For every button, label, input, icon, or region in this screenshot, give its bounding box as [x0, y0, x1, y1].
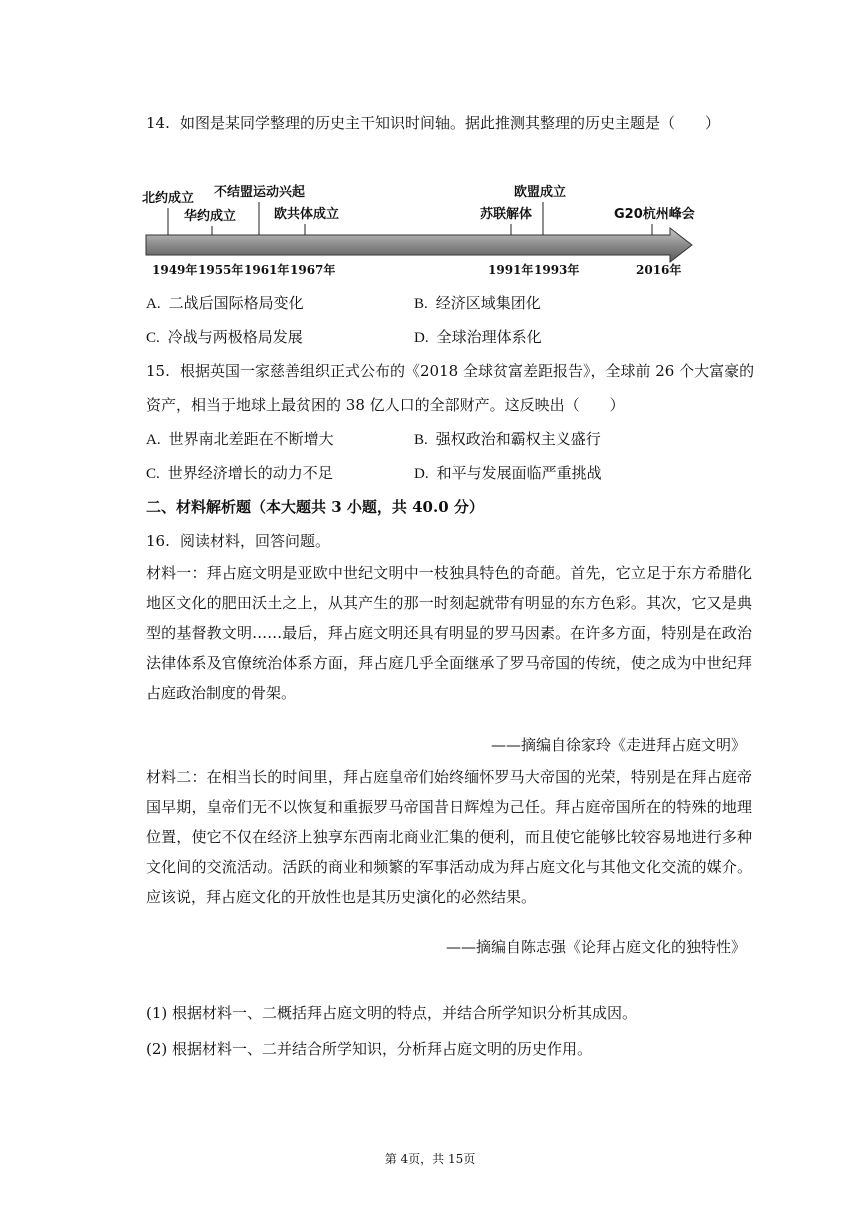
- q14-stem: [146, 112, 720, 133]
- timeline-event-label: 不结盟运动兴起: [214, 185, 306, 200]
- q14-stem-text: 如图是某同学整理的历史主干知识时间轴。据此推测其整理的历史主题是（ ）: [180, 114, 721, 132]
- page-footer: 第 4页，共 15页: [384, 1152, 476, 1166]
- q16-number: 16.: [146, 532, 170, 550]
- timeline-event-label: 华约成立: [184, 209, 237, 224]
- q16-stem: 16. 阅读材料，回答问题。: [146, 532, 331, 550]
- timeline-year-label: 1955年: [198, 263, 244, 277]
- q16-subquestion-2: (2) 根据材料一、二并结合所学知识，分析拜占庭文明的历史作用。: [146, 1040, 593, 1058]
- q16-material1: 材料一：拜占庭文明是亚欧中世纪文明中一枝独具特色的奇葩。首先，它立足于东方希腊化地区文化的肥田沃土之上，从其产生的那一时刻起就带有明显的东方色彩。其次，它又是典型的基督教文明……最后，拜占庭文明还具有明显的罗马因素。在许多方面，特别是在政治法律体系及官僚统治体系方面，拜占庭几乎全面继承了罗马帝国的传统，使之成为中世纪拜占庭政治制度的骨架。: [146, 564, 752, 702]
- q15-option-a[interactable]: A. 世界南北差距在不断增大: [146, 430, 334, 448]
- q14-option-c[interactable]: C. 冷战与两极格局发展: [146, 328, 303, 346]
- q15-stem-line2: 资产，相当于地球上最贫困的 38 亿人口的全部财产。这反映出（ ）: [146, 396, 625, 414]
- timeline-arrow: [146, 228, 692, 262]
- section2-heading: 二、材料解析题（本大题共 3 小题，共 40.0 分）: [146, 498, 484, 516]
- timeline-year-label: 1949年: [152, 263, 198, 277]
- timeline-event-label: 苏联解体: [480, 207, 533, 222]
- timeline-figure: [140, 178, 700, 278]
- timeline-event-label: 欧盟成立: [514, 185, 567, 200]
- timeline-year-label: 1991年: [488, 263, 534, 277]
- q14-option-a[interactable]: A. 二战后国际格局变化: [146, 294, 304, 312]
- timeline-year-label: 1961年: [244, 263, 290, 277]
- q15-number: 15.: [146, 362, 170, 380]
- timeline-year-label: 1967年: [290, 263, 336, 277]
- q15-option-c[interactable]: C. 世界经济增长的动力不足: [146, 464, 333, 482]
- q15-option-d[interactable]: D. 和平与发展面临严重挑战: [414, 464, 602, 482]
- timeline-event-label: 欧共体成立: [274, 207, 340, 222]
- q14-option-b[interactable]: B. 经济区域集团化: [414, 294, 541, 312]
- timeline-year-label: 1993年: [534, 263, 580, 277]
- timeline-event-label: 北约成立: [142, 191, 195, 206]
- q16-source2: ——摘编自陈志强《论拜占庭文化的独特性》: [445, 938, 746, 956]
- q16-source1: ——摘编自徐家玲《走进拜占庭文明》: [490, 736, 746, 754]
- timeline-event-label: G20杭州峰会: [614, 207, 695, 222]
- q15-option-b[interactable]: B. 强权政治和霸权主义盛行: [414, 430, 601, 448]
- q16-subquestion-1: (1) 根据材料一、二概括拜占庭文明的特点，并结合所学知识分析其成因。: [146, 1004, 638, 1022]
- timeline-year-label: 2016年: [636, 263, 682, 277]
- q16-material2: 材料二：在相当长的时间里，拜占庭皇帝们始终缅怀罗马大帝国的光荣，特别是在拜占庭帝国早期，皇帝们无不以恢复和重振罗马帝国昔日辉煌为己任。拜占庭帝国所在的特殊的地理位置，使它不仅在经济上独享东西南北商业汇集的便利，而且使它能够比较容易地进行多种文化间的交流活动。活跃的商业和频繁的军事活动成为拜占庭文化与其他文化交流的媒介。应该说，拜占庭文化的开放性也是其历史演化的必然结果。: [146, 768, 752, 906]
- q14-number: 14.: [146, 114, 170, 132]
- q14-option-d[interactable]: D. 全球治理体系化: [414, 328, 542, 346]
- q15-stem-line1: 15. 根据英国一家慈善组织正式公布的《2018 全球贫富差距报告》，全球前 26 个大富豪的: [146, 362, 755, 380]
